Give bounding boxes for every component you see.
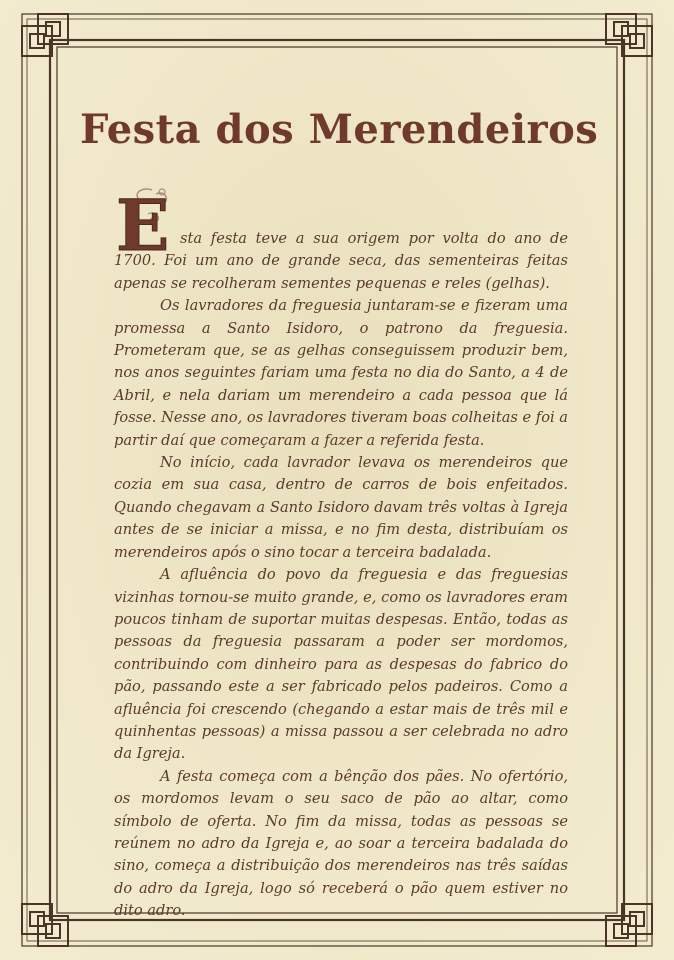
corner-knot-bottom-right-icon (606, 904, 652, 946)
dropcap-letter: E (116, 184, 170, 258)
corner-knot-top-left-icon (22, 14, 68, 56)
page-title: Festa dos Merendeiros (80, 106, 599, 153)
paragraph-text: sta festa teve a sua origem por volta do ano de 1700. Foi um ano de grande seca, das sementeiras feitas apenas se recolheram sementes pequenas e reles (gelhas). (114, 230, 568, 292)
paragraph: A festa começa com a bênção dos pães. No ofertório, os mordomos levam o seu saco de pão ao altar, como símbolo de oferta. No fim da missa, todas as pessoas se reúnem no adro da Igreja e, ao soar a terceira badalada do sino, começa a distribuição dos merendeiros nas três saídas do adro da Igreja, logo só receberá o pão quem estiver no dito adro. (114, 767, 568, 920)
article-body (114, 228, 568, 923)
paragraph: Os lavradores da freguesia juntaram-se e fizeram uma promessa a Santo Isidoro, o patrono da freguesia. Prometeram que, se as gelhas conseguissem produzir bem, nos anos seguintes fariam uma festa no dia do Santo, a 4 de Abril, e nela dariam um merendeiro a cada pessoa que lá fosse. Nesse ano, os lavradores tiveram boas colheitas e foi a partir daí que começaram a fazer a referida festa. (114, 297, 568, 449)
paragraph: No início, cada lavrador levava os merendeiros que cozia em sua casa, dentro de carros de bois enfeitados. Quando chegavam a Santo Isidoro davam três voltas à Igreja antes de se iniciar a missa, e no fim desta, distribuíam os merendeiros após o sino tocar a terceira badalada. (114, 454, 568, 561)
corner-knot-bottom-left-icon (22, 904, 68, 946)
paragraph: A afluência do povo da freguesia e das freguesias vizinhas tornou-se muito grande, e, como os lavradores eram poucos tinham de suportar muitas despesas. Então, todas as pessoas da freguesia passaram a poder ser mordomos, contribuindo com dinheiro para as despesas do fabrico do pão, passando este a ser fabricado pelos padeiros. Como a afluência foi crescendo (chegando a estar mais de três mil e quinhentas pessoas) a missa passou a ser celebrada no adro da Igreja. (114, 566, 568, 763)
corner-knot-top-right-icon (606, 14, 652, 56)
paragraph (114, 228, 568, 295)
